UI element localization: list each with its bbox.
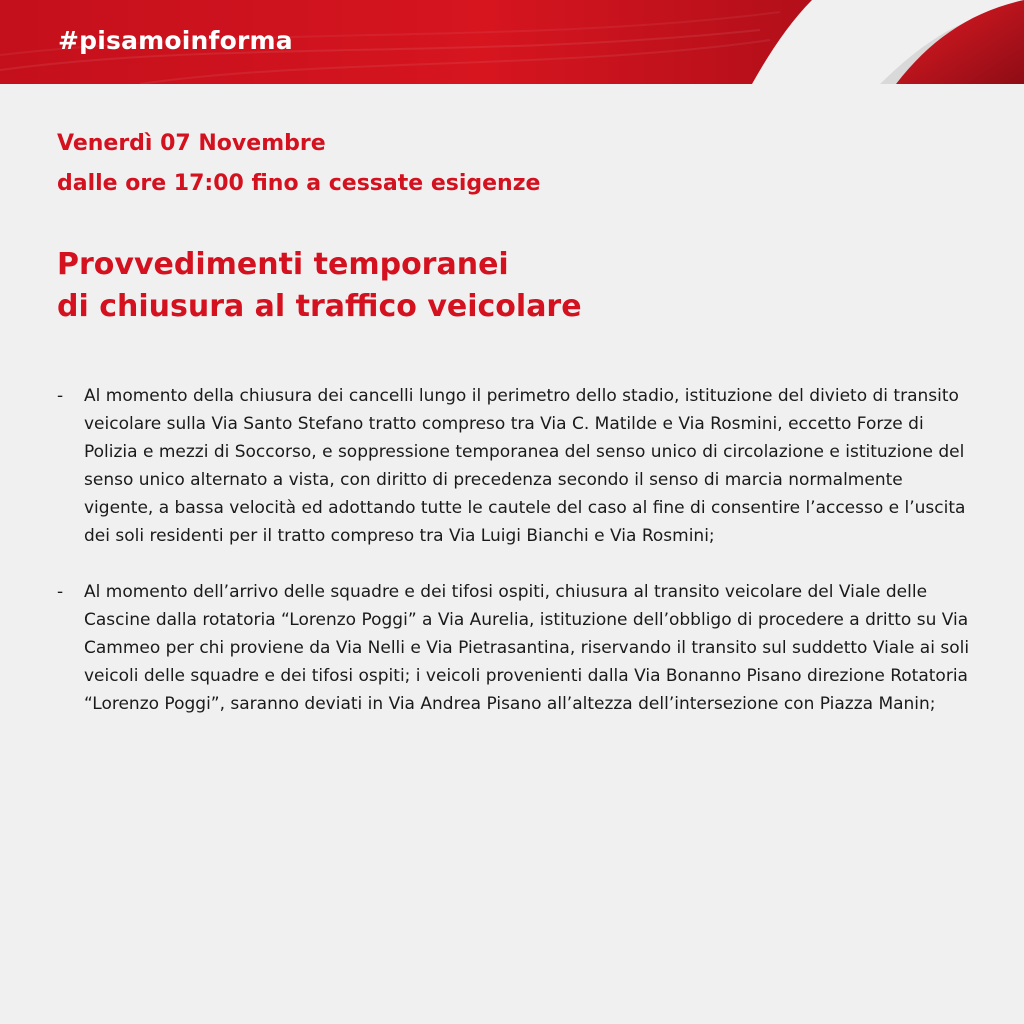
list-item bbox=[57, 382, 975, 550]
measures-list bbox=[57, 382, 975, 746]
list-item-text: Al momento dell’arrivo delle squadre e dei tifosi ospiti, chiusura al transito veicolare del Viale delle Cascine dalla rotatoria “Lorenzo Poggi” a Via Aurelia, istituzione dell’obbligo di procedere a dritto su Via Cammeo per chi proviene da Via Nelli e Via Pietrasantina, riservando il transito sul suddetto Viale ai soli veicoli delle squadre e dei tifosi ospiti; i veicoli provenienti dalla Via Bonanno Pisano direzione Rotatoria “Lorenzo Poggi”, saranno deviati in Via Andrea Pisano all’altezza dell’intersezione con Piazza Manin; bbox=[84, 582, 970, 714]
hashtag-label: #pisamoinforma bbox=[58, 26, 293, 55]
title-line-2: di chiusura al traffico veicolare bbox=[57, 289, 582, 324]
title-line-1: Provvedimenti temporanei bbox=[57, 247, 509, 282]
bullet-dash: - bbox=[57, 386, 64, 406]
time-line: dalle ore 17:00 fino a cessate esigenze bbox=[57, 171, 541, 196]
date-block bbox=[57, 124, 540, 204]
page-title bbox=[57, 244, 582, 328]
list-item bbox=[57, 578, 975, 718]
bullet-dash: - bbox=[57, 582, 64, 602]
list-item-text: Al momento della chiusura dei cancelli lungo il perimetro dello stadio, istituzione del divieto di transito veicolare sulla Via Santo Stefano tratto compreso tra Via C. Matilde e Via Rosmini, eccetto Forze di Polizia e mezzi di Soccorso, e soppressione temporanea del senso unico di circolazione e istituzione del senso unico alternato a vista, con diritto di precedenza secondo il senso di marcia normalmente vigente, a bassa velocità ed adottando tutte le cautele del caso al fine di consentire l’accesso e l’uscita dei soli residenti per il tratto compreso tra Via Luigi Bianchi e Via Rosmini; bbox=[84, 386, 966, 546]
date-line: Venerdì 07 Novembre bbox=[57, 131, 326, 156]
